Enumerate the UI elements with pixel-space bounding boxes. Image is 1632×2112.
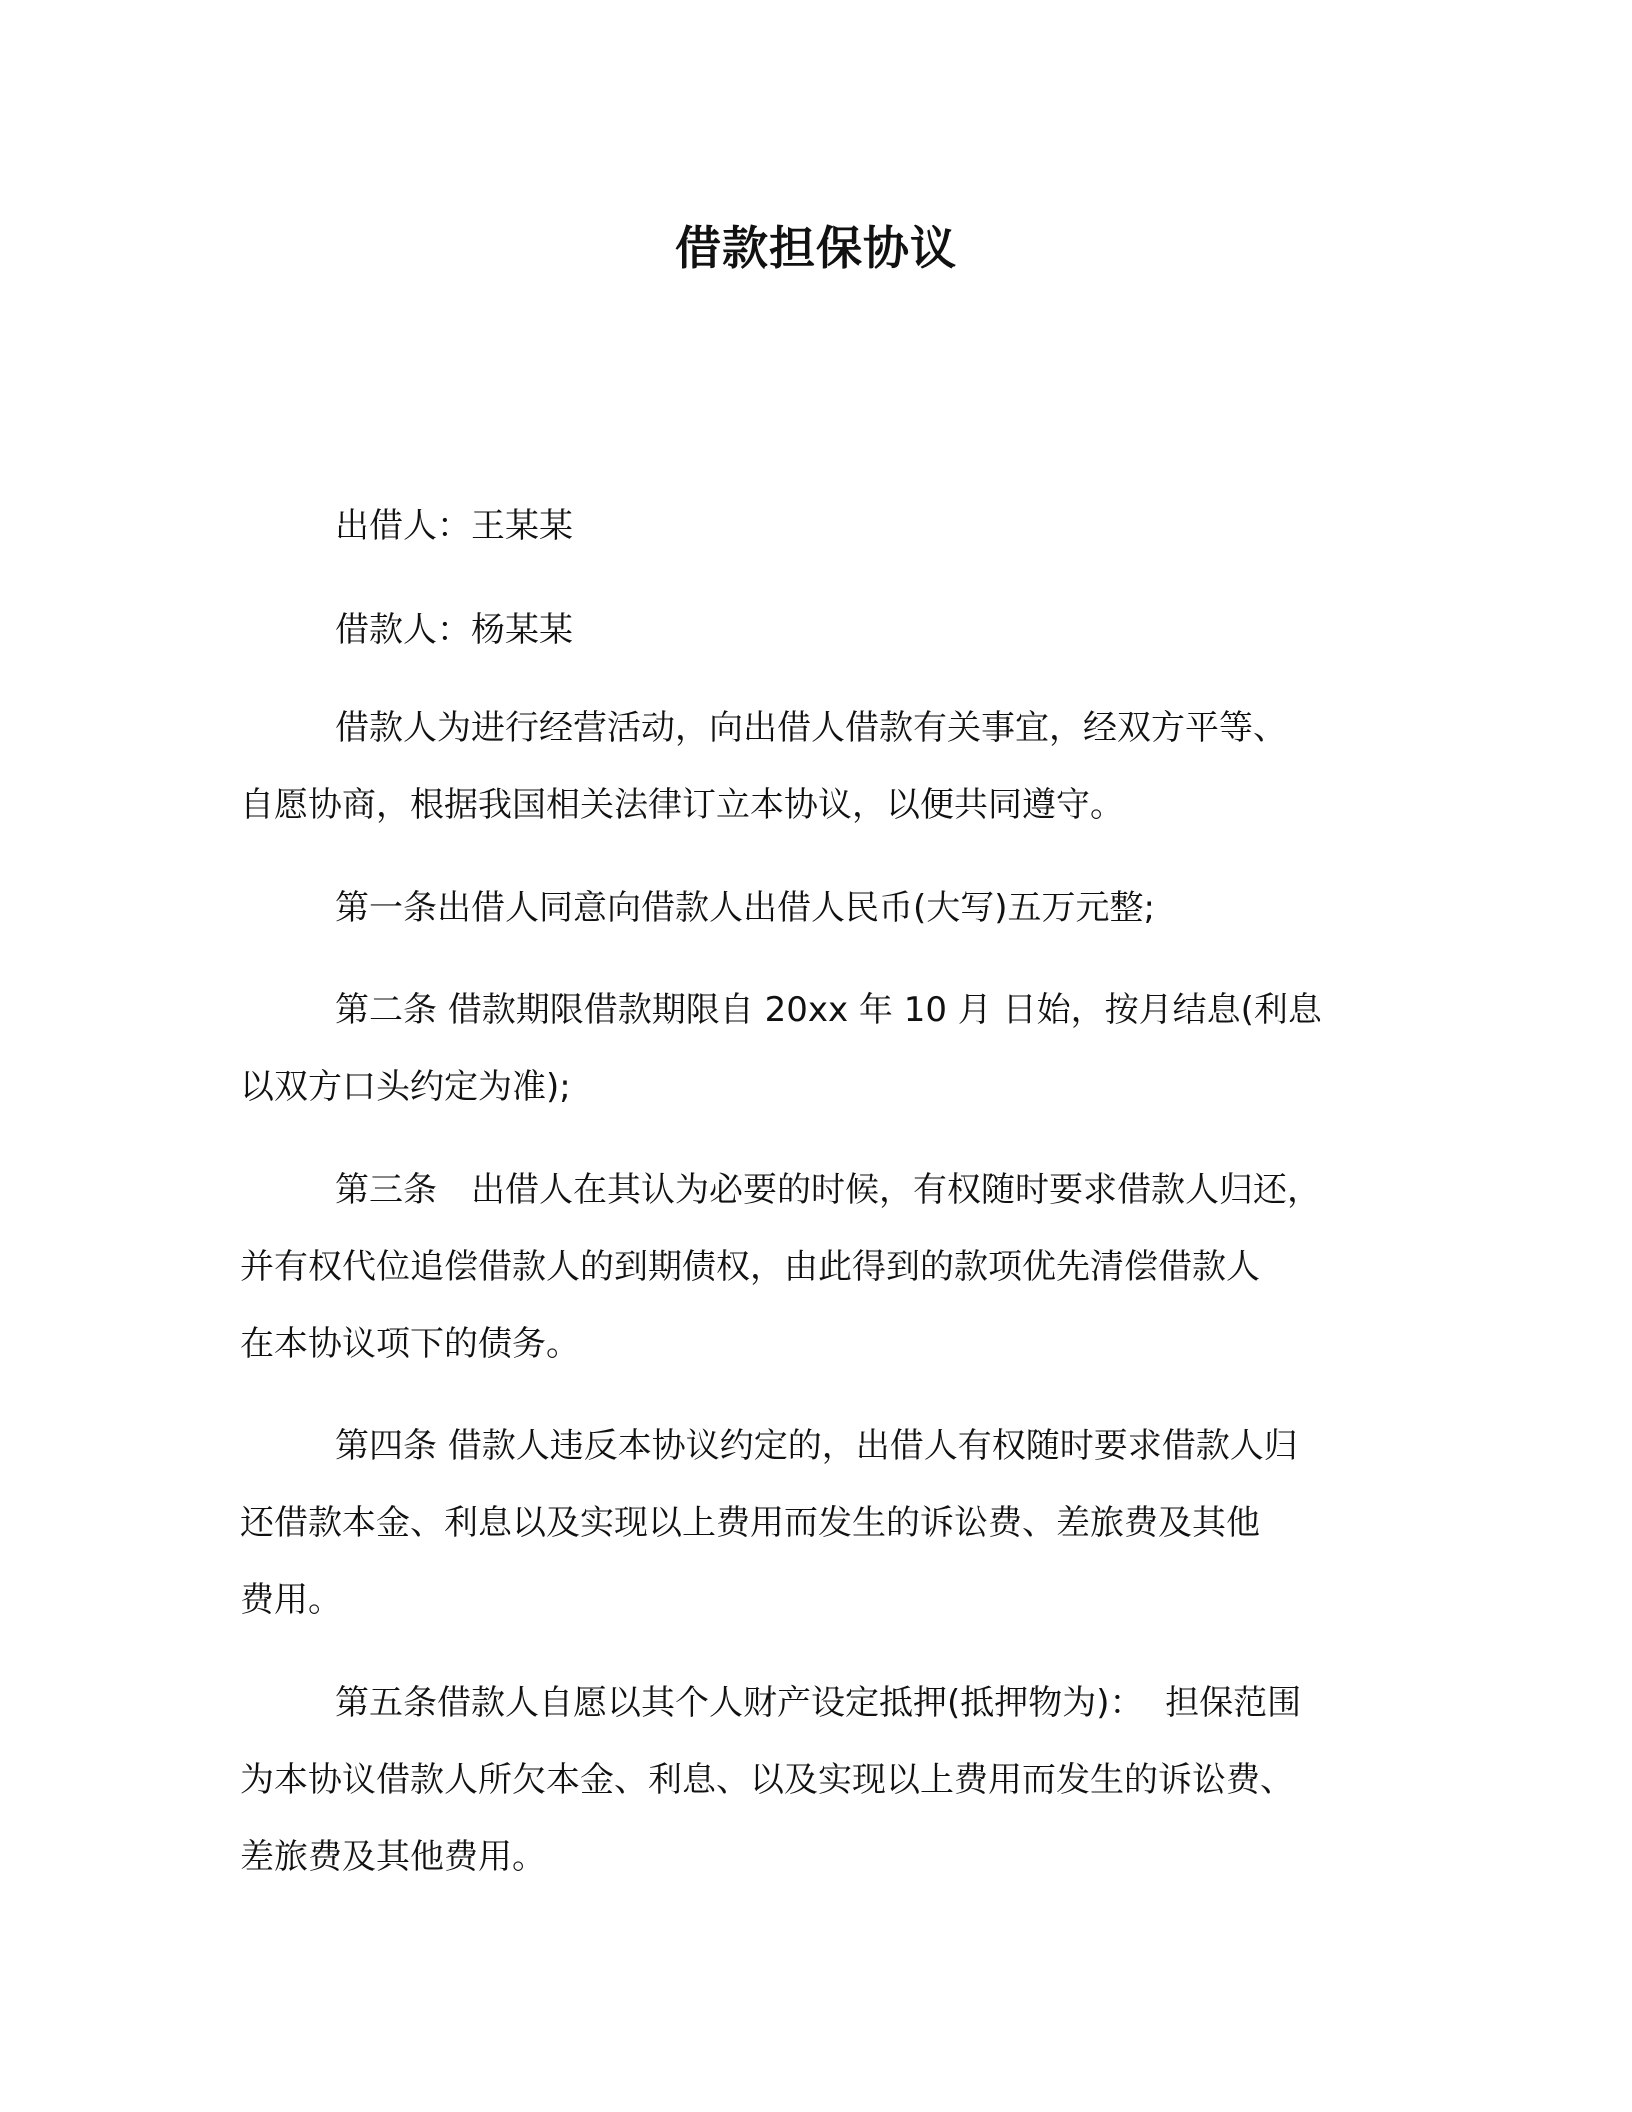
article-1-line: 第一条出借人同意向借款人出借人民币(大写)五万元整; [335, 888, 1155, 928]
preamble-line: 自愿协商，根据我国相关法律订立本协议，以便共同遵守。 [240, 785, 1124, 825]
article-3-line: 在本协议项下的债务。 [240, 1324, 580, 1364]
article-4-line: 还借款本金、利息以及实现以上费用而发生的诉讼费、差旅费及其他 [240, 1503, 1260, 1543]
borrower-line: 借款人：杨某某 [335, 610, 573, 650]
article-2-line: 以双方口头约定为准); [240, 1067, 571, 1107]
article-3-line: 并有权代位追偿借款人的到期债权，由此得到的款项优先清偿借款人 [240, 1247, 1260, 1287]
article-5-line: 差旅费及其他费用。 [240, 1837, 546, 1877]
article-4-line: 费用。 [240, 1580, 342, 1620]
article-3-line: 第三条 出借人在其认为必要的时候，有权随时要求借款人归还， [335, 1170, 1321, 1210]
lender-line: 出借人：王某某 [335, 506, 573, 546]
article-5-line: 为本协议借款人所欠本金、利息、以及实现以上费用而发生的诉讼费、 [240, 1760, 1294, 1800]
article-2-line: 第二条 借款期限借款期限自 20xx 年 10 月 日始，按月结息(利息 [335, 990, 1322, 1030]
article-4-line: 第四条 借款人违反本协议约定的，出借人有权随时要求借款人归 [335, 1426, 1298, 1466]
document-title: 借款担保协议 [675, 221, 957, 275]
article-5-line: 第五条借款人自愿以其个人财产设定抵押(抵押物为)： 担保范围 [335, 1683, 1302, 1723]
preamble-line: 借款人为进行经营活动，向出借人借款有关事宜，经双方平等、 [335, 708, 1287, 748]
